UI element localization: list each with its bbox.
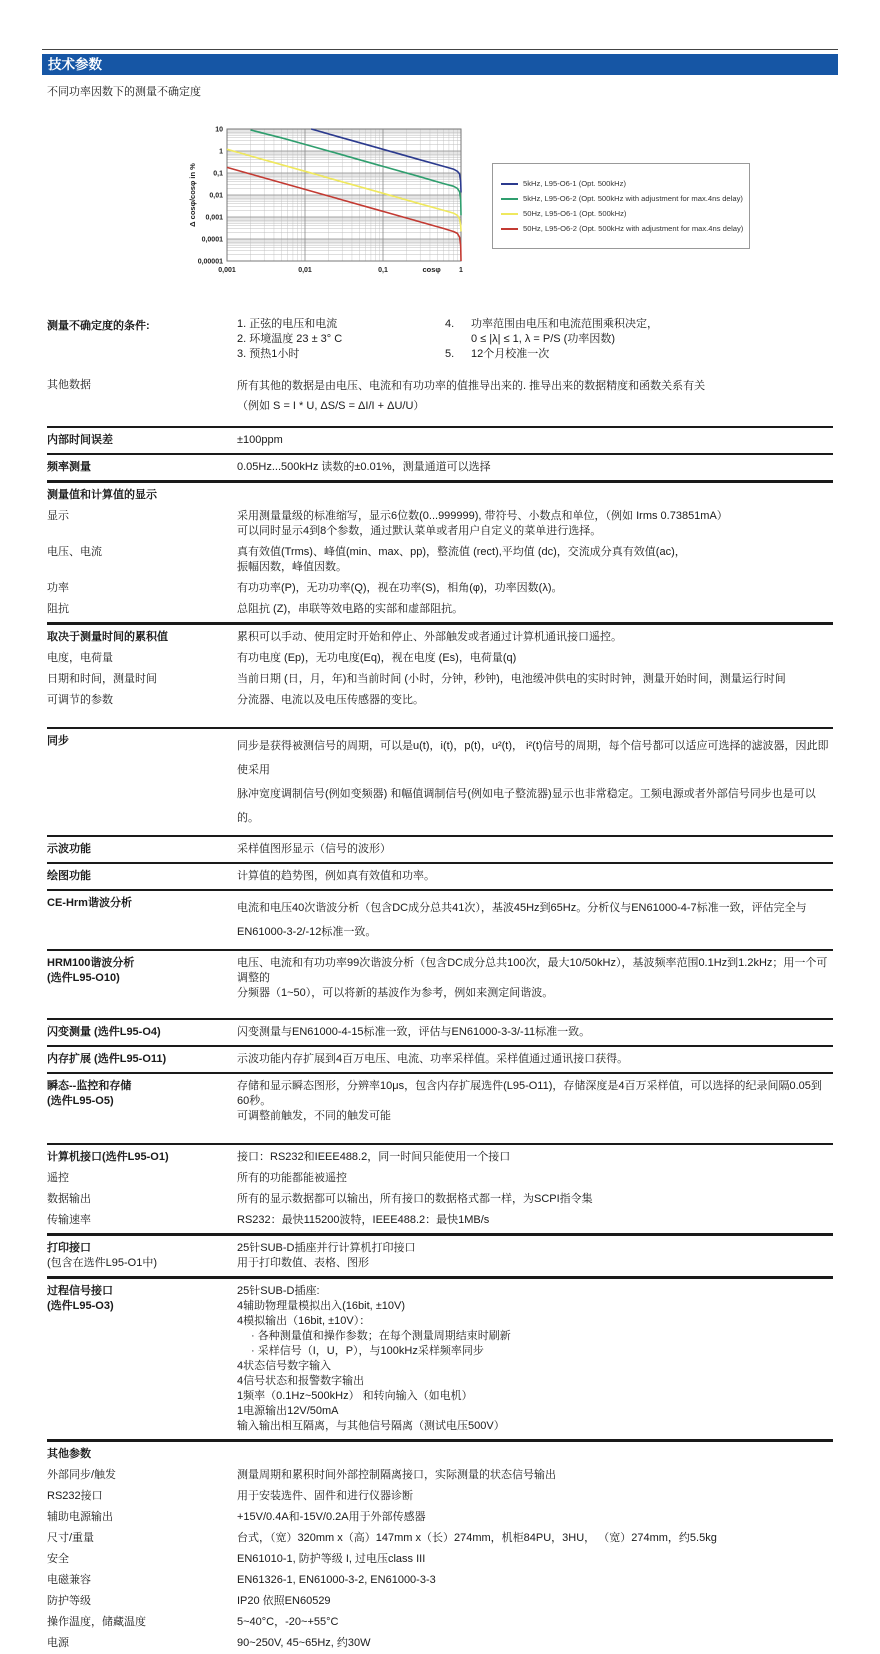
row-label bbox=[47, 1573, 237, 1588]
row-value-line: 所有的功能都能被遥控 bbox=[237, 1172, 347, 1184]
row-label bbox=[47, 1510, 237, 1525]
condition-text bbox=[471, 317, 658, 347]
datasheet-page bbox=[0, 49, 880, 1649]
row-value-line: 采样值图形显示（信号的波形） bbox=[237, 843, 391, 855]
row-label bbox=[47, 869, 237, 884]
row-value bbox=[237, 460, 833, 475]
uncertainty-figure bbox=[185, 121, 833, 291]
row-label bbox=[47, 545, 237, 575]
row-value-line: 4模拟输出（16bit, ±10V）： bbox=[237, 1315, 371, 1327]
x-axis-label: cosφ bbox=[422, 265, 441, 274]
row-value-line: 示波功能内存扩展到4百万电压、电流、功率采样值。采样值通过通讯接口获得。 bbox=[237, 1053, 629, 1065]
conditions-items-4-5 bbox=[445, 317, 833, 362]
legend-label: 5kHz, L95-O6-2 (Opt. 500kHz with adjustment for max.4ns delay) bbox=[523, 194, 743, 203]
row-label-text: 同步 bbox=[47, 735, 69, 747]
row-value-line: 90~250V, 45~65Hz, 约30W bbox=[237, 1637, 371, 1649]
row-label-text: 电压、电流 bbox=[47, 546, 102, 558]
row-label-text: 示波功能 bbox=[47, 843, 91, 855]
x-tick-label: 1 bbox=[459, 267, 463, 274]
chart-legend bbox=[492, 163, 750, 249]
row-label bbox=[47, 1447, 237, 1462]
row-value-line: ±100ppm bbox=[237, 434, 283, 446]
condition-number: 5. bbox=[445, 348, 455, 360]
row-value-line: 当前日期 (日，月，年)和当前时间 (小时，分钟，秒钟)，电池缓冲供电的实时时钟，测量开始时间，测量运行时间 bbox=[237, 673, 786, 685]
row-value-line: 有功电度 (Ep)，无功电度(Eq)，视在电度 (Es)，电荷量(q) bbox=[237, 652, 517, 664]
row-value bbox=[237, 1573, 833, 1588]
row-gap bbox=[47, 1004, 833, 1016]
series-line-0 bbox=[311, 129, 461, 193]
section-rule bbox=[47, 1233, 833, 1236]
uncertainty-chart bbox=[185, 121, 470, 291]
row-label-text: 打印接口 bbox=[47, 1242, 91, 1254]
row-label bbox=[47, 1636, 237, 1651]
table-row bbox=[47, 953, 833, 1004]
row-value-line: 分频器（1~50），可以将新的基波作为参考，例如来测定间谐波。 bbox=[237, 987, 554, 999]
row-value bbox=[237, 693, 833, 708]
row-value bbox=[237, 581, 833, 596]
table-row bbox=[47, 542, 833, 578]
row-label-text: 内部时间误差 bbox=[47, 434, 113, 446]
row-value-line: 累积可以手动、使用定时开始和停止、外部触发或者通过计算机通讯接口遥控。 bbox=[237, 631, 622, 643]
row-value-line: 真有效值(Trms)、峰值(min、max、pp)，整流值 (rect),平均值 (dc)，交流成分真有效值(ac)， bbox=[237, 546, 686, 558]
table-row bbox=[47, 648, 833, 669]
row-value-line: 1电源输出12V/50mA bbox=[237, 1405, 339, 1417]
row-label bbox=[47, 1079, 237, 1124]
table-row bbox=[47, 1022, 833, 1043]
table-row bbox=[47, 1049, 833, 1070]
row-value bbox=[237, 1171, 833, 1186]
row-label-text: 其他参数 bbox=[47, 1448, 91, 1460]
row-value bbox=[237, 545, 833, 575]
row-label-text: 闪变测量 (选件L95-O4) bbox=[47, 1026, 161, 1038]
row-label bbox=[47, 672, 237, 687]
table-row bbox=[47, 1465, 833, 1486]
x-tick-label: 0,1 bbox=[378, 267, 388, 274]
legend-label: 50Hz, L95-O6-2 (Opt. 500kHz with adjustment for max.4ns delay) bbox=[523, 224, 744, 233]
table-row bbox=[47, 1281, 833, 1437]
row-value-line: 4信号状态和报警数字输出 bbox=[237, 1375, 365, 1387]
other-data-line: （例如 S = I * U, ΔS/S = ΔI/I + ΔU/U） bbox=[237, 400, 425, 412]
condition-line: 功率范围由电压和电流范围乘积决定， bbox=[471, 318, 658, 330]
row-label-text: CE-Hrm谐波分析 bbox=[47, 897, 132, 909]
row-label bbox=[47, 460, 237, 475]
y-tick-label: 0,1 bbox=[213, 170, 223, 178]
row-value-line: EN61000-3-2/-12标准一致。 bbox=[237, 926, 377, 938]
row-value-line: 所有的显示数据都可以输出，所有接口的数据格式都一样，为SCPI指令集 bbox=[237, 1193, 593, 1205]
conditions-label: 测量不确定度的条件: bbox=[47, 320, 150, 332]
table-row bbox=[47, 866, 833, 887]
row-value-line: 总阻抗 (Z)，串联等效电路的实部和虚部阻抗。 bbox=[237, 603, 464, 615]
row-label bbox=[47, 1052, 237, 1067]
row-value-line: 0.05Hz...500kHz 读数的±0.01%，测量通道可以选择 bbox=[237, 461, 491, 473]
row-value-line: 电流和电压40次谐波分析（包含DC成分总共41次），基波45Hz到65Hz。分析仪与EN61000-4-7标准一致，评估完全与 bbox=[237, 902, 807, 914]
condition-text bbox=[471, 347, 549, 362]
row-label-text: RS232接口 bbox=[47, 1490, 103, 1502]
row-label-subtext: (包含在选件L95-O1中) bbox=[47, 1257, 158, 1269]
row-label bbox=[47, 630, 237, 645]
row-value-line: EN61010-1, 防护等级 I, 过电压class III bbox=[237, 1553, 426, 1565]
row-value-line: · 各种测量值和操作参数；在每个测量周期结束时刷新 bbox=[251, 1330, 511, 1342]
row-label-text: 辅助电源输出 bbox=[47, 1511, 113, 1523]
row-value bbox=[237, 734, 833, 830]
row-value bbox=[237, 672, 833, 687]
row-value bbox=[237, 602, 833, 617]
row-label-text: 电磁兼容 bbox=[47, 1574, 91, 1586]
table-row bbox=[47, 1486, 833, 1507]
table-row bbox=[47, 1507, 833, 1528]
row-value-line: 25针SUB-D插座并行计算机打印接口 bbox=[237, 1242, 416, 1254]
row-value bbox=[237, 630, 833, 645]
row-value bbox=[237, 869, 833, 884]
other-data-line: 所有其他的数据是由电压、电流和有功功率的值推导出来的. 推导出来的数据精度和函数关系有关 bbox=[237, 380, 706, 392]
row-value-line: +15V/0.4A和-15V/0.2A用于外部传感器 bbox=[237, 1511, 426, 1523]
row-label bbox=[47, 734, 237, 830]
row-label-subtext: (选件L95-O3) bbox=[47, 1300, 114, 1312]
section-rule bbox=[47, 862, 833, 864]
section-rule bbox=[47, 1018, 833, 1020]
row-value-line: 闪变测量与EN61000-4-15标准一致，评估与EN61000-3-3/-11标准一致。 bbox=[237, 1026, 591, 1038]
row-value-line: IP20 依照EN60529 bbox=[237, 1595, 331, 1607]
section-rule bbox=[47, 426, 833, 428]
table-row bbox=[47, 627, 833, 648]
section-rule bbox=[47, 1276, 833, 1279]
legend-item bbox=[501, 179, 741, 188]
y-axis-label: Δ cosφ/cosφ in % bbox=[188, 163, 197, 227]
table-row bbox=[47, 1570, 833, 1591]
row-label bbox=[47, 488, 237, 503]
row-label-text: 数据输出 bbox=[47, 1193, 91, 1205]
row-value bbox=[237, 1447, 833, 1462]
row-label bbox=[47, 1213, 237, 1228]
row-value bbox=[237, 1510, 833, 1525]
other-data-value bbox=[237, 376, 833, 416]
section-title-bar: 技术参数 bbox=[42, 54, 838, 75]
row-value-line: 分流器、电流以及电压传感器的变比。 bbox=[237, 694, 424, 706]
chart-canvas bbox=[185, 121, 470, 291]
row-label bbox=[47, 1025, 237, 1040]
row-label bbox=[47, 1171, 237, 1186]
row-label-text: 取决于测量时间的累积值 bbox=[47, 631, 168, 643]
row-value-line: 采用测量量级的标准缩写，显示6位数(0...999999), 带符号、小数点和单位，（例如 Irms 0.73851mA） bbox=[237, 510, 728, 522]
section-rule bbox=[47, 453, 833, 455]
legend-swatch bbox=[501, 198, 518, 200]
y-tick-label: 0,01 bbox=[209, 192, 223, 200]
legend-item bbox=[501, 194, 741, 203]
row-label-text: 显示 bbox=[47, 510, 69, 522]
row-value bbox=[237, 1468, 833, 1483]
row-label-text: 计算机接口(选件L95-O1) bbox=[47, 1151, 169, 1163]
row-label bbox=[47, 1150, 237, 1165]
row-label-text: 遥控 bbox=[47, 1172, 69, 1184]
spec-table bbox=[47, 426, 833, 1654]
row-value bbox=[237, 1079, 833, 1124]
row-value-line: 25针SUB-D插座: bbox=[237, 1285, 320, 1297]
row-label bbox=[47, 693, 237, 708]
row-value bbox=[237, 651, 833, 666]
row-value-line: 接口：RS232和IEEE488.2，同一时间只能使用一个接口 bbox=[237, 1151, 511, 1163]
row-value-line: RS232：最快115200波特，IEEE488.2：最快1MB/s bbox=[237, 1214, 490, 1226]
row-value bbox=[237, 1052, 833, 1067]
legend-label: 50Hz, L95-O6-1 (Opt. 500kHz) bbox=[523, 209, 627, 218]
row-label-text: 防护等级 bbox=[47, 1595, 91, 1607]
row-label-text: 外部同步/触发 bbox=[47, 1469, 117, 1481]
row-label bbox=[47, 1241, 237, 1271]
series-line-3 bbox=[227, 167, 461, 261]
table-row bbox=[47, 1076, 833, 1127]
row-label-text: 电源 bbox=[47, 1637, 69, 1649]
row-label bbox=[47, 896, 237, 944]
legend-swatch bbox=[501, 228, 518, 230]
x-tick-label: 0,001 bbox=[218, 267, 236, 274]
section-rule bbox=[47, 480, 833, 483]
table-row bbox=[47, 1633, 833, 1654]
section-rule bbox=[47, 889, 833, 891]
table-row bbox=[47, 893, 833, 947]
row-label-text: 可调节的参数 bbox=[47, 694, 113, 706]
row-value bbox=[237, 488, 833, 503]
row-label bbox=[47, 433, 237, 448]
conditions-items-1-3 bbox=[237, 317, 445, 362]
table-row bbox=[47, 578, 833, 599]
row-label-text: 功率 bbox=[47, 582, 69, 594]
table-row bbox=[47, 1147, 833, 1168]
x-tick-label: 0,01 bbox=[298, 267, 312, 274]
condition-item bbox=[445, 347, 833, 362]
row-value bbox=[237, 1552, 833, 1567]
y-tick-label: 1 bbox=[219, 148, 223, 156]
row-label bbox=[47, 1594, 237, 1609]
table-row bbox=[47, 731, 833, 833]
condition-line: 12个月校准一次 bbox=[471, 348, 550, 360]
row-value-line: 可调整前触发，不同的触发可能 bbox=[237, 1110, 391, 1122]
table-row bbox=[47, 1549, 833, 1570]
section-rule bbox=[47, 622, 833, 625]
table-row bbox=[47, 1528, 833, 1549]
row-label-subtext: (选件L95-O5) bbox=[47, 1095, 114, 1107]
table-row bbox=[47, 430, 833, 451]
row-label bbox=[47, 1284, 237, 1434]
row-value bbox=[237, 1025, 833, 1040]
row-value-line: 振幅因数，峰值因数。 bbox=[237, 561, 347, 573]
row-value-line: · 采样信号（I，U，P），与100kHz采样频率同步 bbox=[251, 1345, 484, 1357]
chart-caption: 不同功率因数下的测量不确定度 bbox=[47, 86, 201, 98]
row-value bbox=[237, 1594, 833, 1609]
row-label bbox=[47, 581, 237, 596]
row-value-line: 计算值的趋势图，例如真有效值和功率。 bbox=[237, 870, 435, 882]
section-rule bbox=[47, 1143, 833, 1145]
condition-item: 1. 正弦的电压和电流 bbox=[237, 318, 338, 330]
legend-item bbox=[501, 224, 744, 233]
row-label-subtext: (选件L95-O10) bbox=[47, 972, 120, 984]
y-tick-label: 0,0001 bbox=[201, 236, 223, 244]
row-label-text: HRM100谐波分析 bbox=[47, 957, 135, 969]
section-rule bbox=[47, 1045, 833, 1047]
table-row bbox=[47, 1210, 833, 1231]
row-label-text: 频率测量 bbox=[47, 461, 91, 473]
row-value bbox=[237, 1213, 833, 1228]
y-tick-label: 10 bbox=[215, 126, 223, 134]
row-label bbox=[47, 1531, 237, 1546]
table-row bbox=[47, 1189, 833, 1210]
row-value bbox=[237, 896, 833, 944]
row-value bbox=[237, 1192, 833, 1207]
condition-item: 2. 环境温度 23 ± 3° C bbox=[237, 333, 343, 345]
row-value-line: 1频率（0.1Hz~500kHz） 和转向输入（如电机） bbox=[237, 1390, 473, 1402]
condition-line: 0 ≤ |λ| ≤ 1, λ = P/S (功率因数) bbox=[471, 333, 616, 345]
row-value bbox=[237, 509, 833, 539]
row-label-text: 内存扩展 (选件L95-O11) bbox=[47, 1053, 167, 1065]
condition-number: 4. bbox=[445, 318, 455, 330]
row-label-text: 传输速率 bbox=[47, 1214, 91, 1226]
row-label-text: 阻抗 bbox=[47, 603, 69, 615]
row-label-text: 绘图功能 bbox=[47, 870, 91, 882]
row-value-line: 台式，（宽）320mm x（高）147mm x（长）274mm，机柜84PU，3HU， （宽）274mm，约5.5kg bbox=[237, 1532, 717, 1544]
table-row bbox=[47, 839, 833, 860]
row-value-line: 同步是获得被测信号的周期，可以是u(t)，i(t)，p(t)，u²(t)， i²(t)信号的周期，每个信号都可以适应可选择的滤波器，因此即使采用 bbox=[237, 740, 829, 776]
row-value-line: 用于打印数值、表格、图形 bbox=[237, 1257, 369, 1269]
row-value-line: 有功功率(P)，无功功率(Q)，视在功率(S)，相角(φ)，功率因数(λ)。 bbox=[237, 582, 563, 594]
row-value-line: 可以同时显示4到8个参数，通过默认菜单或者用户自定义的菜单进行选择。 bbox=[237, 525, 602, 537]
table-row bbox=[47, 690, 833, 711]
row-label bbox=[47, 956, 237, 1001]
row-value-line: 4状态信号数字输入 bbox=[237, 1360, 332, 1372]
row-value-line: 脉冲宽度调制信号(例如变频器) 和幅值调制信号(例如电子整流器)显示也非常稳定。工频电源或者外部信号同步也是可以的。 bbox=[237, 788, 816, 824]
top-rule bbox=[42, 49, 838, 50]
row-value-line: 测量周期和累积时间外部控制隔离接口，实际测量的状态信号输出 bbox=[237, 1469, 556, 1481]
row-label-text: 瞬态--监控和存储 bbox=[47, 1080, 132, 1092]
table-row bbox=[47, 506, 833, 542]
row-value bbox=[237, 1615, 833, 1630]
row-value-line: 电压、电流和有功功率99次谐波分析（包含DC成分总共100次，最大10/50kHz），基波频率范围0.1Hz到1.2kHz；用一个可调整的 bbox=[237, 957, 828, 984]
section-rule bbox=[47, 1439, 833, 1442]
row-label-text: 尺寸/重量 bbox=[47, 1532, 95, 1544]
row-value bbox=[237, 1284, 833, 1434]
table-row bbox=[47, 1168, 833, 1189]
row-value-line: 5~40°C，-20~+55°C bbox=[237, 1616, 339, 1628]
row-value bbox=[237, 1636, 833, 1651]
section-rule bbox=[47, 949, 833, 951]
row-label bbox=[47, 1489, 237, 1504]
condition-item: 3. 预热1小时 bbox=[237, 348, 300, 360]
row-label bbox=[47, 1192, 237, 1207]
row-value-line: 输入输出相互隔离，与其他信号隔离（测试电压500V） bbox=[237, 1420, 505, 1432]
row-value bbox=[237, 842, 833, 857]
table-row bbox=[47, 599, 833, 620]
other-data-label: 其他数据 bbox=[47, 379, 91, 391]
table-row bbox=[47, 1591, 833, 1612]
table-row bbox=[47, 485, 833, 506]
row-label bbox=[47, 842, 237, 857]
table-row bbox=[47, 1444, 833, 1465]
row-label-text: 电度，电荷量 bbox=[47, 652, 113, 664]
legend-item bbox=[501, 209, 741, 218]
section-rule bbox=[47, 1072, 833, 1074]
table-row bbox=[47, 457, 833, 478]
table-row bbox=[47, 1612, 833, 1633]
row-label-text: 操作温度，储藏温度 bbox=[47, 1616, 146, 1628]
row-label bbox=[47, 651, 237, 666]
condition-item bbox=[445, 317, 833, 347]
row-label-text: 过程信号接口 bbox=[47, 1285, 113, 1297]
row-value bbox=[237, 433, 833, 448]
row-value bbox=[237, 1241, 833, 1271]
row-label bbox=[47, 1552, 237, 1567]
y-tick-label: 0,001 bbox=[205, 214, 223, 222]
table-row bbox=[47, 669, 833, 690]
legend-swatch bbox=[501, 183, 518, 185]
row-label bbox=[47, 1615, 237, 1630]
row-value bbox=[237, 1489, 833, 1504]
row-label-text: 测量值和计算值的显示 bbox=[47, 489, 157, 501]
row-label bbox=[47, 602, 237, 617]
row-value-line: EN61326-1, EN61000-3-2, EN61000-3-3 bbox=[237, 1574, 436, 1586]
row-value bbox=[237, 1150, 833, 1165]
y-tick-label: 0,00001 bbox=[197, 258, 223, 266]
row-gap bbox=[47, 1127, 833, 1141]
row-value-line: 4辅助物理量模拟出入(16bit, ±10V) bbox=[237, 1300, 406, 1312]
row-value bbox=[237, 956, 833, 1001]
legend-swatch bbox=[501, 213, 518, 215]
section-rule bbox=[47, 835, 833, 837]
measurement-conditions bbox=[47, 317, 833, 362]
legend-label: 5kHz, L95-O6-1 (Opt. 500kHz) bbox=[523, 179, 626, 188]
row-label bbox=[47, 1468, 237, 1483]
section-rule bbox=[47, 727, 833, 729]
row-value-line: 存储和显示瞬态图形，分辨率10μs，包含内存扩展选件(L95-O11)，存储深度是4百万采样值，可以选择的纪录间隔0.05到60秒。 bbox=[237, 1080, 822, 1107]
table-row bbox=[47, 1238, 833, 1274]
row-label-text: 安全 bbox=[47, 1553, 69, 1565]
other-data-row bbox=[47, 376, 833, 416]
row-label bbox=[47, 509, 237, 539]
row-value-line: 用于安装选件、固件和进行仪器诊断 bbox=[237, 1490, 413, 1502]
row-gap bbox=[47, 711, 833, 725]
row-label-text: 日期和时间，测量时间 bbox=[47, 673, 157, 685]
row-value bbox=[237, 1531, 833, 1546]
